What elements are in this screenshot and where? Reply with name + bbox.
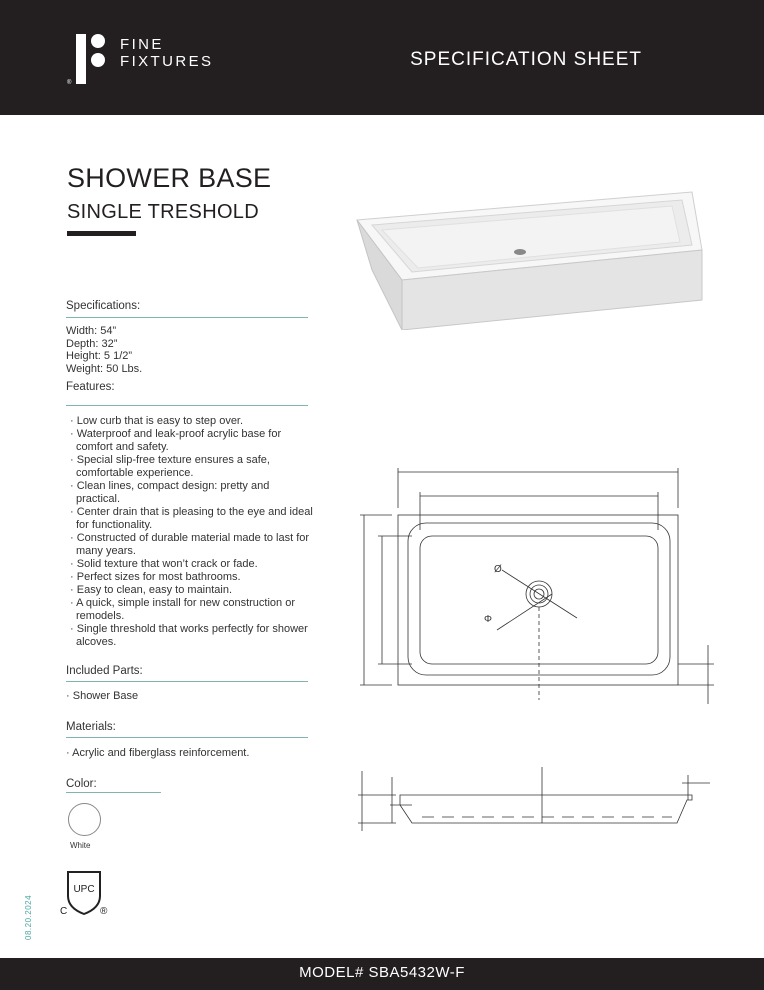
product-subtitle: SINGLE TRESHOLD (67, 201, 259, 223)
features-rule (66, 405, 308, 406)
drain-phi-symbol: Φ (484, 614, 492, 625)
included-parts-label: Included Parts: (66, 665, 143, 677)
footer-band (0, 958, 764, 990)
specifications-list (66, 325, 142, 375)
brand-line-2: FIXTURES (120, 53, 214, 70)
product-title: SHOWER BASE (67, 163, 272, 193)
plan-view-drawing (352, 460, 722, 705)
feature-item: · Single threshold that works perfectly for shower alcoves. (66, 623, 316, 649)
feature-item: · A quick, simple install for new construction or remodels. (66, 597, 316, 623)
feature-item: · Special slip-free texture ensures a safe, comfortable experience. (66, 454, 316, 480)
feature-item: · Center drain that is pleasing to the eye and ideal for functionality. (66, 506, 316, 532)
feature-item: · Perfect sizes for most bathrooms. (66, 571, 316, 584)
feature-item: · Waterproof and leak-proof acrylic base for comfort and safety. (66, 428, 316, 454)
feature-item: · Constructed of durable material made to last for many years. (66, 532, 316, 558)
registered-mark: ® (67, 80, 72, 86)
specifications-rule (66, 317, 308, 318)
spec-depth: Depth: 32” (66, 337, 118, 350)
feature-item: · Clean lines, compact design: pretty and practical. (66, 480, 316, 506)
brand-name (120, 36, 213, 70)
color-swatch-label: White (70, 841, 91, 850)
features-label: Features: (66, 381, 115, 393)
color-label: Color: (66, 778, 97, 790)
included-parts-rule (66, 681, 308, 682)
upc-certification-icon (58, 866, 112, 920)
material-item: · Acrylic and fiberglass reinforcement. (66, 747, 250, 759)
specifications-label: Specifications: (66, 300, 141, 312)
feature-item: · Solid texture that won’t crack or fade. (66, 558, 316, 571)
feature-item: · Easy to clean, easy to maintain. (66, 584, 316, 597)
spec-weight: Weight: 50 Lbs. (66, 362, 143, 375)
title-underline (67, 231, 136, 236)
color-swatch-white[interactable] (68, 803, 101, 836)
spec-width: Width: 54” (66, 325, 117, 337)
revision-date: 08.20.2024 (24, 894, 33, 940)
document-title: SPECIFICATION SHEET (410, 49, 642, 70)
feature-item: · Low curb that is easy to step over. (66, 415, 316, 428)
materials-label: Materials: (66, 721, 116, 733)
included-part-item: · Shower Base (66, 690, 139, 702)
materials-rule (66, 737, 308, 738)
upc-c-mark: C (60, 906, 68, 917)
upc-r-mark: ® (100, 906, 108, 917)
header-band (0, 0, 764, 115)
features-list (66, 415, 316, 649)
brand-line-1: FINE (120, 36, 164, 53)
drain-diameter-symbol: Ø (494, 564, 502, 575)
shower-base-photo (352, 190, 712, 330)
color-rule (66, 792, 161, 793)
side-view-drawing (352, 765, 722, 835)
spec-height: Height: 5 1/2” (66, 350, 133, 362)
model-number: MODEL# SBA5432W-F (299, 964, 465, 981)
upc-mark-text: UPC (73, 884, 95, 895)
